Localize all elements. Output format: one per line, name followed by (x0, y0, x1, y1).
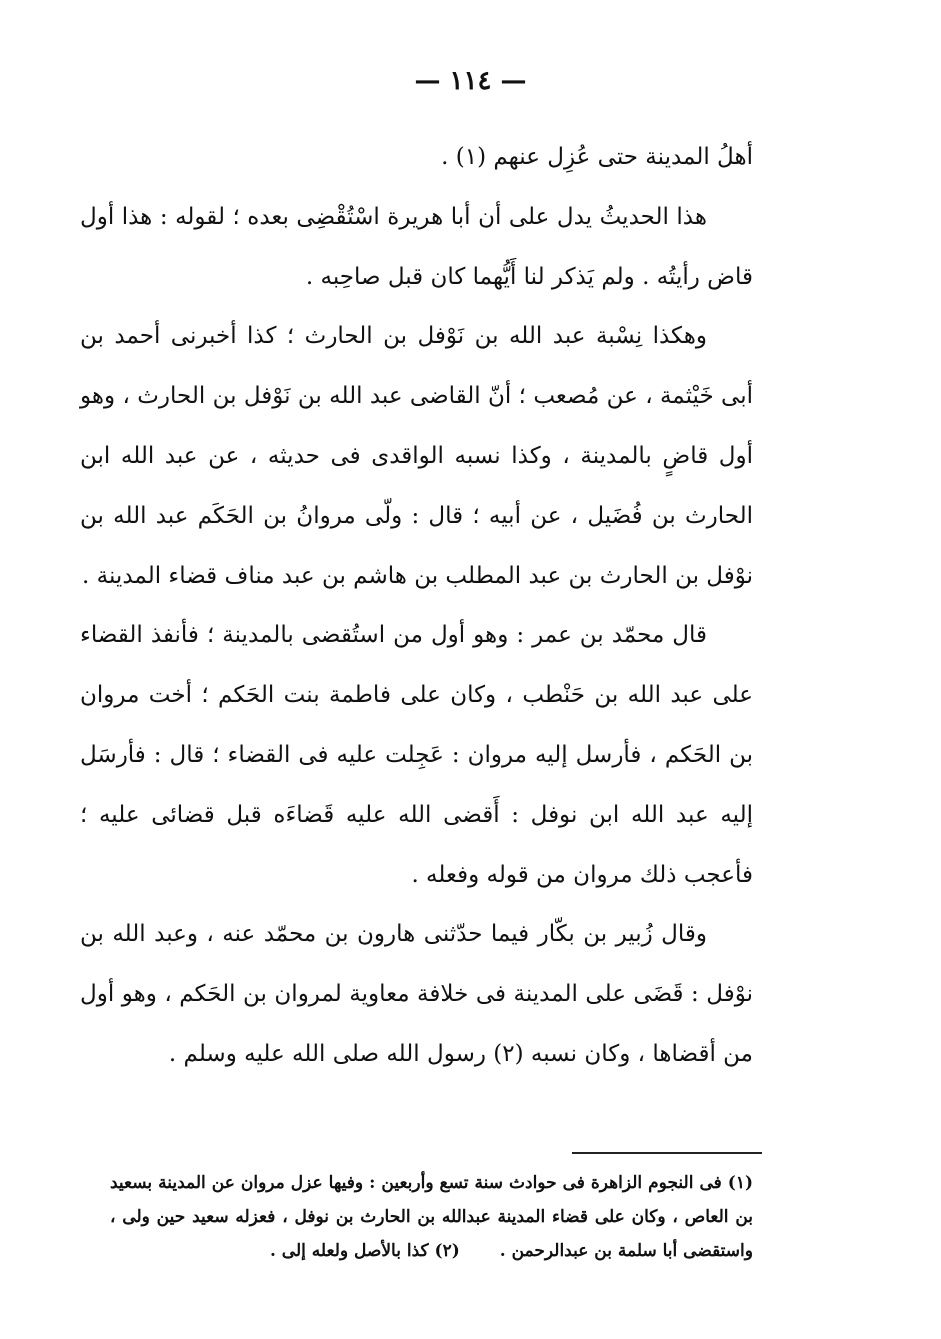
paragraph-1: أهلُ المدينة حتى عُزِل عنهم (١) . (441, 144, 753, 170)
footnotes (110, 1166, 753, 1268)
main-text (80, 128, 753, 1085)
footnote-1: (١) فى النجوم الزاهرة فى حوادث سنة تسع وأربعين : وفيها عزل مروان عن المدينة بسعيد بن العاص ، وكان على قضاء المدينة عبدالله بن الحارث بن نوفل ، فعزله سعيد حين ولى ، واستقضى أبا سلمة بن عبدالرحمن . (110, 1173, 753, 1261)
paragraph-5: وقال زُبير بن بكّار فيما حدّثنى هارون بن محمّد عنه ، وعبد الله بن نوْفل : قَضَى على المدينة فى خلافة معاوية لمروان بن الحَكم ، وهو أول من أقضاها ، وكان نسبه (٢) رسول الله صلى الله عليه وسلم . (80, 921, 753, 1067)
footnote-2: (٢) كذا بالأصل ولعله إلى . (269, 1241, 460, 1261)
page-number: — ١١٤ — (414, 66, 527, 96)
footnote-divider (572, 1152, 762, 1154)
paragraph-2: هذا الحديثُ يدل على أن أبا هريرة اسْتُقْضِى بعده ؛ لقوله : هذا أول قاض رأيتُه . ولم يَذكر لنا أَيُّهما كان قبل صاحِبه . (80, 203, 753, 290)
paragraph-4: قال محمّد بن عمر : وهو أول من استُقضى بالمدينة ؛ فأنفذ القضاء على عبد الله بن حَنْطب ، وكان على فاطمة بنت الحَكم ؛ أخت مروان بن الحَكم ، فأرسل إليه مروان : عَجِلت عليه فى القضاء ؛ قال : فأرسَل إليه عبد الله ابن نوفل : أَقضى الله عليه قَضاءَه قبل قضائى عليه ؛ فأعجب ذلك مروان من قوله وفعله . (80, 622, 753, 888)
paragraph-3: وهكذا نِسْبة عبد الله بن نَوْفل بن الحارث ؛ كذا أخبرنى أحمد بن أبى خَيْثمة ، عن مُصعب ؛ أنّ القاضى عبد الله بن نَوْفل بن الحارث ، وهو أول قاضٍ بالمدينة ، وكذا نسبه الواقدى فى حديثه ، عن عبد الله ابن الحارث بن فُضَيل ، عن أبيه ؛ قال : ولّى مروانُ بن الحَكَم عبد الله بن نوْفل بن الحارث بن عبد المطلب بن هاشم بن عبد مناف قضاء المدينة . (80, 323, 753, 589)
footnote-text (110, 1166, 753, 1268)
